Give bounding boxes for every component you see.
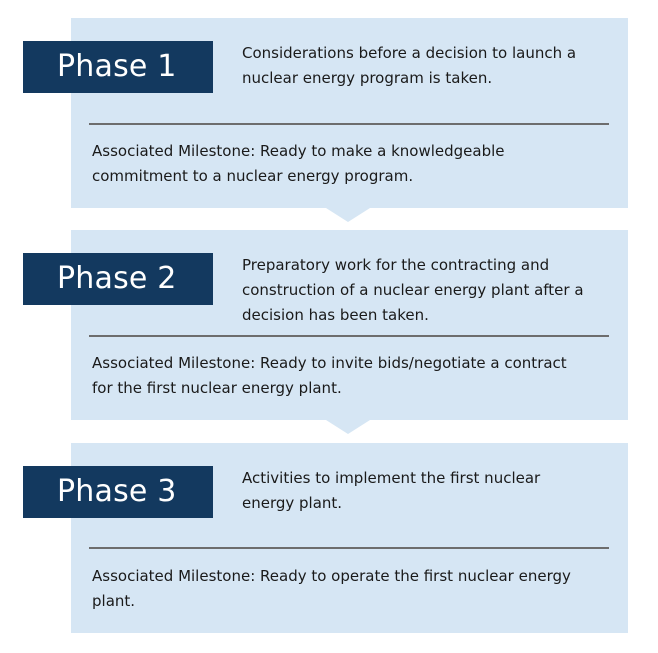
phase-3-milestone-label: Associated Milestone: [92, 567, 251, 585]
phase-1-connector-arrow: [326, 208, 370, 222]
phase-1-milestone-text: : Ready to make a knowledgeable commitment to a nuclear energy program.: [92, 142, 505, 185]
phase-3-description: Activities to implement the first nuclear energy plant.: [242, 469, 541, 512]
phase-1-title: Phase 1: [23, 41, 213, 93]
phase-1-milestone: [92, 139, 592, 189]
phase-1-description: Considerations before a decision to launch a nuclear energy program is taken.: [242, 44, 577, 87]
phase-2-connector-arrow: [326, 420, 370, 434]
phase-3-milestone-text: : Ready to operate the first nuclear energy plant.: [92, 567, 571, 610]
phase-2-milestone-text: : Ready to invite bids/negotiate a contract for the first nuclear energy plant.: [92, 354, 567, 397]
phase-1-divider: [89, 123, 609, 125]
phase-3-title: Phase 3: [23, 466, 213, 518]
phase-1-milestone-label: Associated Milestone: [92, 142, 251, 160]
phase-2-milestone-label: Associated Milestone: [92, 354, 251, 372]
phase-2-title: Phase 2: [23, 253, 213, 305]
phase-3-milestone: [92, 564, 592, 614]
phase-2-description: Preparatory work for the contracting and construction of a nuclear energy plant after a decision has been taken.: [242, 256, 584, 324]
phase-3-divider: [89, 547, 609, 549]
phase-2-milestone: [92, 351, 592, 401]
phase-2-divider: [89, 335, 609, 337]
